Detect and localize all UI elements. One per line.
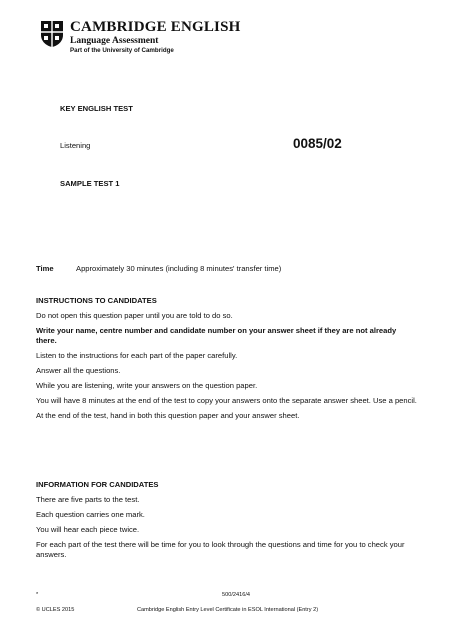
instructions-section xyxy=(36,296,419,426)
instruction-item: Listen to the instructions for each part of the paper carefully. xyxy=(36,351,238,360)
time-value: Approximately 30 minutes (including 8 minutes' transfer time) xyxy=(76,264,282,273)
information-heading: INFORMATION FOR CANDIDATES xyxy=(36,480,159,489)
footer-copyright-row xyxy=(36,607,419,613)
time-row xyxy=(36,264,281,273)
information-item: There are five parts to the test. xyxy=(36,495,140,504)
instruction-item: You will have 8 minutes at the end of the test to copy your answers onto the separate answer sheet. Use a pencil. xyxy=(36,396,417,405)
instruction-item: Write your name, centre number and candidate number on your answer sheet if they are not already there. xyxy=(36,326,397,345)
information-item: Each question carries one mark. xyxy=(36,510,145,519)
cambridge-crest-icon xyxy=(40,20,64,48)
time-label: Time xyxy=(36,264,54,273)
information-item: You will hear each piece twice. xyxy=(36,525,140,534)
instruction-item: At the end of the test, hand in both this question paper and your answer sheet. xyxy=(36,411,300,420)
footer-certificate: Cambridge English Entry Level Certificate in ESOL International (Entry 2) xyxy=(137,607,319,613)
instruction-item: Do not open this question paper until you are told to do so. xyxy=(36,311,233,320)
footer-ref: 500/2416/4 xyxy=(222,592,250,598)
instructions-heading: INSTRUCTIONS TO CANDIDATES xyxy=(36,296,157,305)
component-name: Listening xyxy=(60,141,91,150)
brand-part-of: Part of the University of Cambridge xyxy=(70,46,174,54)
brand-subtitle: Language Assessment xyxy=(70,36,159,46)
sample-label: SAMPLE TEST 1 xyxy=(60,179,120,188)
footer-mark: * xyxy=(36,592,39,598)
footer-ref-row xyxy=(36,592,419,598)
brand-title: CAMBRIDGE ENGLISH xyxy=(70,19,241,35)
information-section xyxy=(36,480,419,565)
instruction-item: While you are listening, write your answers on the question paper. xyxy=(36,381,258,390)
paper-code: 0085/02 xyxy=(293,136,342,151)
cambridge-logo xyxy=(40,20,241,58)
instruction-item: Answer all the questions. xyxy=(36,366,121,375)
test-name: KEY ENGLISH TEST xyxy=(60,104,133,113)
footer-copyright: © UCLES 2015 xyxy=(36,607,75,613)
information-item: For each part of the test there will be time for you to look through the questions and time for you to check your answers. xyxy=(36,540,405,559)
